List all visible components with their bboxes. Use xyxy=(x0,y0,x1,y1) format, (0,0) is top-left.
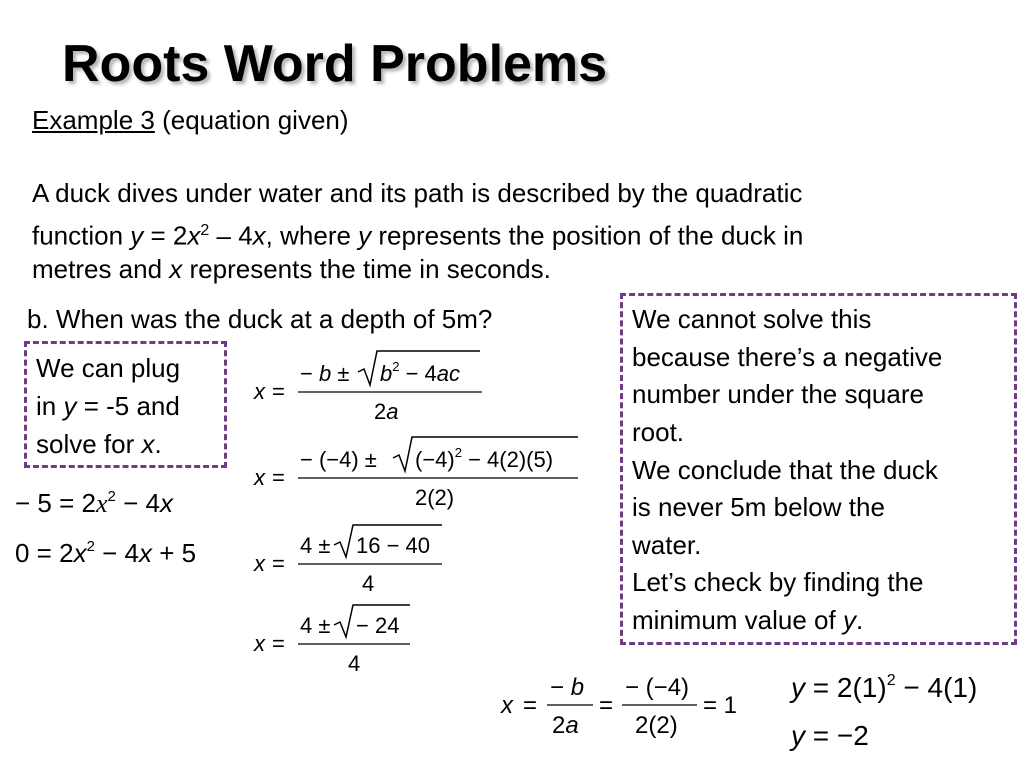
conclusion-line-1: We cannot solve this xyxy=(632,304,872,334)
problem-line-3: metres and x represents the time in seconds. xyxy=(32,254,551,284)
svg-text:4 ±: 4 ± xyxy=(300,533,331,558)
formula-step-1 xyxy=(253,351,482,424)
svg-text:x: x xyxy=(254,551,265,576)
svg-text:= 1: = 1 xyxy=(703,692,738,719)
plug-note-line-1: We can plug xyxy=(36,353,181,383)
svg-text:x: x xyxy=(254,379,265,404)
question-b: b. When was the duck at a depth of 5m? xyxy=(27,304,493,334)
problem-line-2: function $y = 2x^2 - 4x$, where y represents the position of the duck in xyxy=(32,220,804,251)
svg-text:16 − 40: 16 − 40 xyxy=(356,533,431,558)
equation-2: $0 = 2x^2 - 4x + 5$ xyxy=(15,538,197,568)
conclusion-line-6: is never 5m below the xyxy=(632,492,885,522)
conclusion-line-3: number under the square xyxy=(632,379,924,409)
conclusion-line-5: We conclude that the duck xyxy=(632,455,938,485)
example-note: (equation given) xyxy=(162,105,349,135)
svg-text:x: x xyxy=(254,631,265,656)
svg-text:=: = xyxy=(272,465,285,490)
equations-left xyxy=(10,482,240,577)
conclusion-line-2: because there’s a negative xyxy=(632,342,943,372)
svg-text:2a: 2a xyxy=(374,399,399,424)
svg-text:=: = xyxy=(272,551,285,576)
svg-text:2a: 2a xyxy=(552,712,579,739)
svg-text:4: 4 xyxy=(348,651,361,676)
svg-text:4 ±: 4 ± xyxy=(300,613,331,638)
svg-text:b2 − 4ac: $b^2 - 4ac$ xyxy=(380,359,461,386)
vertex-x-calculation xyxy=(495,665,755,750)
conclusion-line-7: water. xyxy=(632,530,702,560)
svg-text:=: = xyxy=(523,692,538,719)
svg-text:− b: − b xyxy=(550,674,585,701)
plug-note-line-3: solve for x. xyxy=(36,429,162,459)
formula-step-2 xyxy=(253,437,578,510)
svg-text:− 24: − 24 xyxy=(356,613,400,638)
slide-title: Roots Word Problems xyxy=(62,35,608,93)
svg-text:=: = xyxy=(599,692,614,719)
example-label: Example 3 xyxy=(32,105,155,135)
svg-text:x: x xyxy=(501,692,513,719)
svg-text:x: x xyxy=(254,465,265,490)
problem-line-1: A duck dives under water and its path is described by the quadratic xyxy=(32,178,803,208)
svg-text:2(2): 2(2) xyxy=(635,712,678,739)
svg-text:=: = xyxy=(272,379,285,404)
plug-note-line-2: in y = -5 and xyxy=(36,391,180,421)
svg-text:(−4)2 − 4(2)(5): $(-4)^2 - 4(2)(5)$ xyxy=(415,445,554,472)
example-heading xyxy=(32,101,349,139)
minimum-y-calculation xyxy=(785,665,1015,760)
quadratic-formula-steps xyxy=(250,345,590,685)
conclusion-line-4: root. xyxy=(632,417,685,447)
formula-step-4 xyxy=(253,605,410,676)
formula-step-3 xyxy=(253,525,442,596)
conclusion-line-9: minimum value of y. xyxy=(632,605,864,635)
conclusion-line-8: Let’s check by finding the xyxy=(632,567,924,597)
svg-text:=: = xyxy=(272,631,285,656)
y-line-1: $y = 2(1)^2 - 4(1)$ xyxy=(791,672,978,703)
svg-text:2(2): 2(2) xyxy=(415,485,455,510)
svg-text:− b ±: − b ± xyxy=(300,361,350,386)
svg-text:− (−4): − (−4) xyxy=(625,674,690,701)
y-line-2: y = −2 xyxy=(791,720,869,751)
svg-text:− (−4) ±: − (−4) ± xyxy=(300,447,377,472)
svg-text:4: 4 xyxy=(362,571,375,596)
equation-1: − $5 = 2x^2 - 4x$ xyxy=(15,488,173,518)
